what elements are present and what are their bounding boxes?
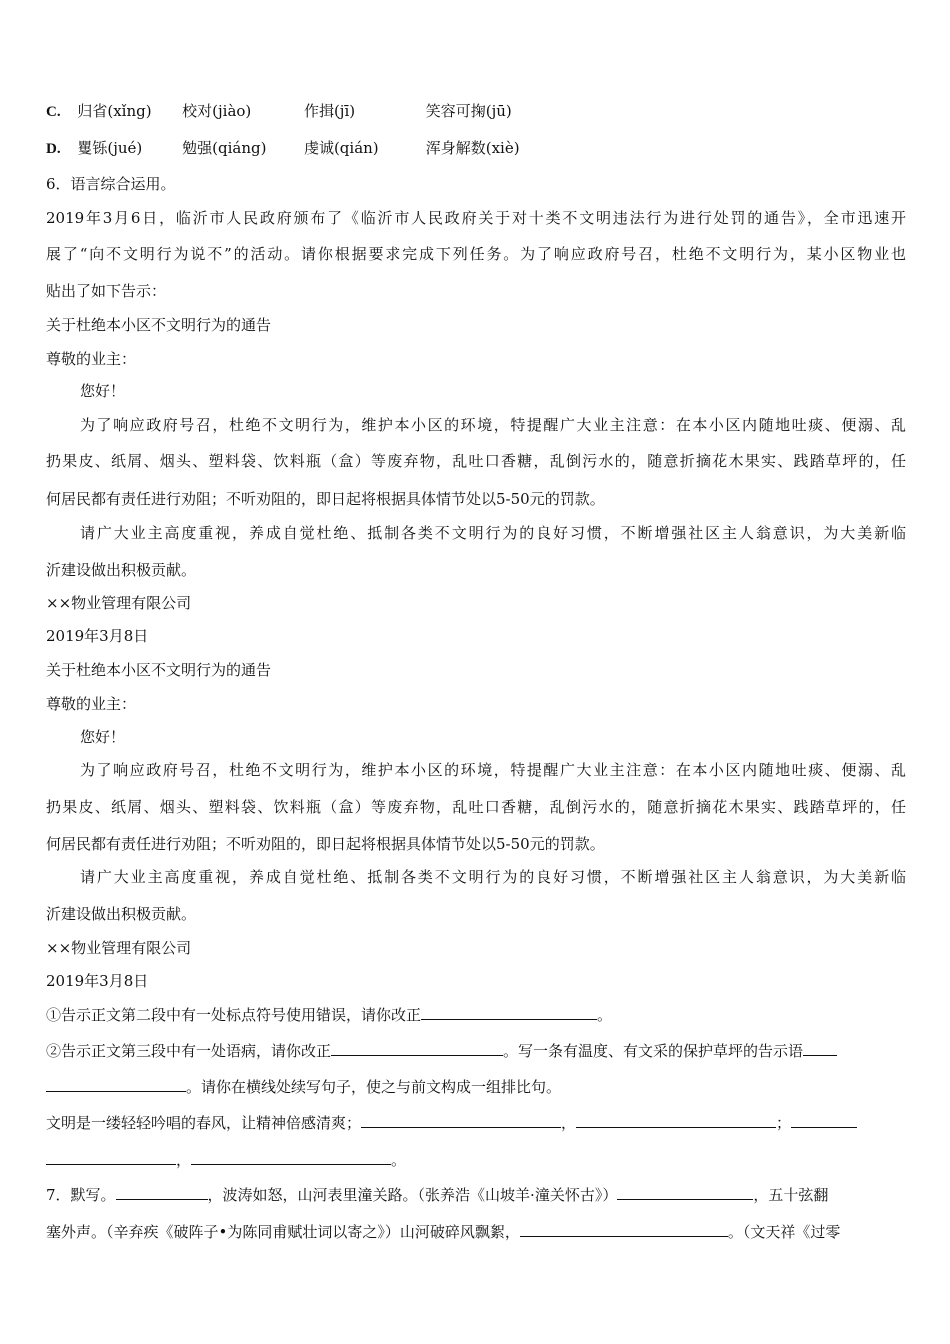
parallel-sentence [46, 1113, 857, 1133]
answer-blank[interactable] [576, 1113, 776, 1128]
comma-mark: ， [561, 1114, 577, 1132]
notice-date: 2019年3月8日 [46, 972, 149, 990]
option-item: 虔诚(qián) [303, 139, 379, 157]
semicolon-mark: ； [776, 1114, 792, 1132]
option-item: 校对(jiào) [182, 102, 252, 120]
question-7-text: ，五十弦翻 [753, 1186, 829, 1204]
parallel-sentence-text: 文明是一缕轻轻吟唱的春风，让精神倍感清爽； [46, 1114, 362, 1132]
question-6-intro-line: 2019年3月6日，临沂市人民政府颁布了《临沂市人民政府关于对十类不文明违法行为进行处罚的通告》，全市迅速开 [46, 209, 906, 227]
question-7 [46, 1185, 828, 1205]
option-item: 矍铄(jué) [77, 139, 143, 157]
answer-blank[interactable] [191, 1150, 391, 1165]
answer-blank[interactable] [361, 1113, 561, 1128]
question-7-text: 。（文天祥《过零 [727, 1223, 841, 1241]
comma-mark: ， [176, 1151, 192, 1169]
answer-blank[interactable] [46, 1077, 186, 1092]
option-letter: D. [46, 141, 61, 157]
notice-paragraph-line: 为了响应政府号召，杜绝不文明行为，维护本小区的环境，特提醒广大业主注意：在本小区内随地吐痰、便溺、乱 [80, 416, 906, 434]
question-7-continuation [46, 1222, 840, 1242]
notice-paragraph-line: 扔果皮、纸屑、烟头、塑料袋、饮料瓶（盒）等废弃物，乱吐口香糖，乱倒污水的，随意折摘花木果实、践踏草坪的，任 [46, 452, 906, 470]
task-1 [46, 1005, 612, 1025]
task-2-continued: 。写一条有温度、有文采的保护草坪的告示语 [503, 1042, 804, 1060]
answer-blank[interactable] [520, 1222, 728, 1237]
question-7-title: 7．默写。 [46, 1186, 116, 1204]
notice-date: 2019年3月8日 [46, 627, 149, 645]
notice-salutation: 尊敬的业主： [46, 695, 137, 713]
parallel-sentence-continuation [46, 1150, 406, 1170]
notice-title: 关于杜绝本小区不文明行为的通告 [46, 661, 272, 679]
question-7-text: ，波涛如怒，山河表里潼关路。（张养浩《山坡羊·潼关怀古》） [207, 1186, 618, 1204]
period-mark: 。 [597, 1006, 613, 1024]
task-2-text: ②告示正文第三段中有一处语病，请你改正 [46, 1042, 332, 1060]
task-1-text: ①告示正文第二段中有一处标点符号使用错误，请你改正 [46, 1006, 422, 1024]
answer-blank[interactable] [617, 1185, 753, 1200]
notice-signature: ××物业管理有限公司 [46, 939, 192, 957]
answer-blank[interactable] [46, 1150, 176, 1165]
notice-greeting: 您好！ [80, 382, 126, 400]
notice-paragraph-line: 为了响应政府号召，杜绝不文明行为，维护本小区的环境，特提醒广大业主注意：在本小区内随地吐痰、便溺、乱 [80, 761, 906, 779]
notice-paragraph-line: 请广大业主高度重视，养成自觉杜绝、抵制各类不文明行为的良好习惯，不断增强社区主人翁意识，为大美新临 [80, 868, 906, 886]
notice-paragraph-line: 沂建设做出积极贡献。 [46, 905, 197, 923]
question-7-text: 塞外声。（辛弃疾《破阵子•为陈同甫赋壮词以寄之》）山河破碎风飘絮， [46, 1223, 520, 1241]
option-letter: C. [46, 104, 61, 120]
notice-signature: ××物业管理有限公司 [46, 594, 192, 612]
question-6-title: 6．语言综合运用。 [46, 175, 176, 193]
task-2-continuation [46, 1077, 561, 1097]
option-item: 作揖(jī) [303, 102, 356, 120]
notice-title: 关于杜绝本小区不文明行为的通告 [46, 316, 272, 334]
option-item: 归省(xǐng) [77, 102, 152, 120]
question-6-intro-line: 展了“向不文明行为说不”的活动。请你根据要求完成下列任务。为了响应政府号召，杜绝不文明行为，某小区物业也 [46, 245, 906, 263]
notice-salutation: 尊敬的业主： [46, 350, 137, 368]
option-d [46, 138, 520, 159]
answer-blank[interactable] [116, 1185, 208, 1200]
period-mark: 。 [391, 1151, 407, 1169]
task-2 [46, 1041, 837, 1061]
option-item: 笑容可掬(jū) [425, 102, 512, 120]
notice-paragraph-line: 何居民都有责任进行劝阻；不听劝阻的，即日起将根据具体情节处以5-50元的罚款。 [46, 490, 605, 508]
answer-blank[interactable] [791, 1113, 857, 1128]
notice-paragraph-line: 请广大业主高度重视，养成自觉杜绝、抵制各类不文明行为的良好习惯，不断增强社区主人翁意识，为大美新临 [80, 524, 906, 542]
option-c [46, 101, 512, 122]
notice-paragraph-line: 沂建设做出积极贡献。 [46, 561, 197, 579]
question-6-intro-line: 贴出了如下告示： [46, 282, 167, 300]
answer-blank[interactable] [421, 1005, 597, 1020]
notice-paragraph-line: 何居民都有责任进行劝阻；不听劝阻的，即日起将根据具体情节处以5-50元的罚款。 [46, 835, 605, 853]
option-item: 浑身解数(xiè) [425, 139, 520, 157]
notice-greeting: 您好！ [80, 728, 126, 746]
notice-paragraph-line: 扔果皮、纸屑、烟头、塑料袋、饮料瓶（盒）等废弃物，乱吐口香糖，乱倒污水的，随意折摘花木果实、践踏草坪的，任 [46, 798, 906, 816]
option-item: 勉强(qiáng) [182, 139, 267, 157]
answer-blank[interactable] [803, 1041, 837, 1056]
task-3-text: 。请你在横线处续写句子，使之与前文构成一组排比句。 [186, 1078, 562, 1096]
answer-blank[interactable] [331, 1041, 503, 1056]
